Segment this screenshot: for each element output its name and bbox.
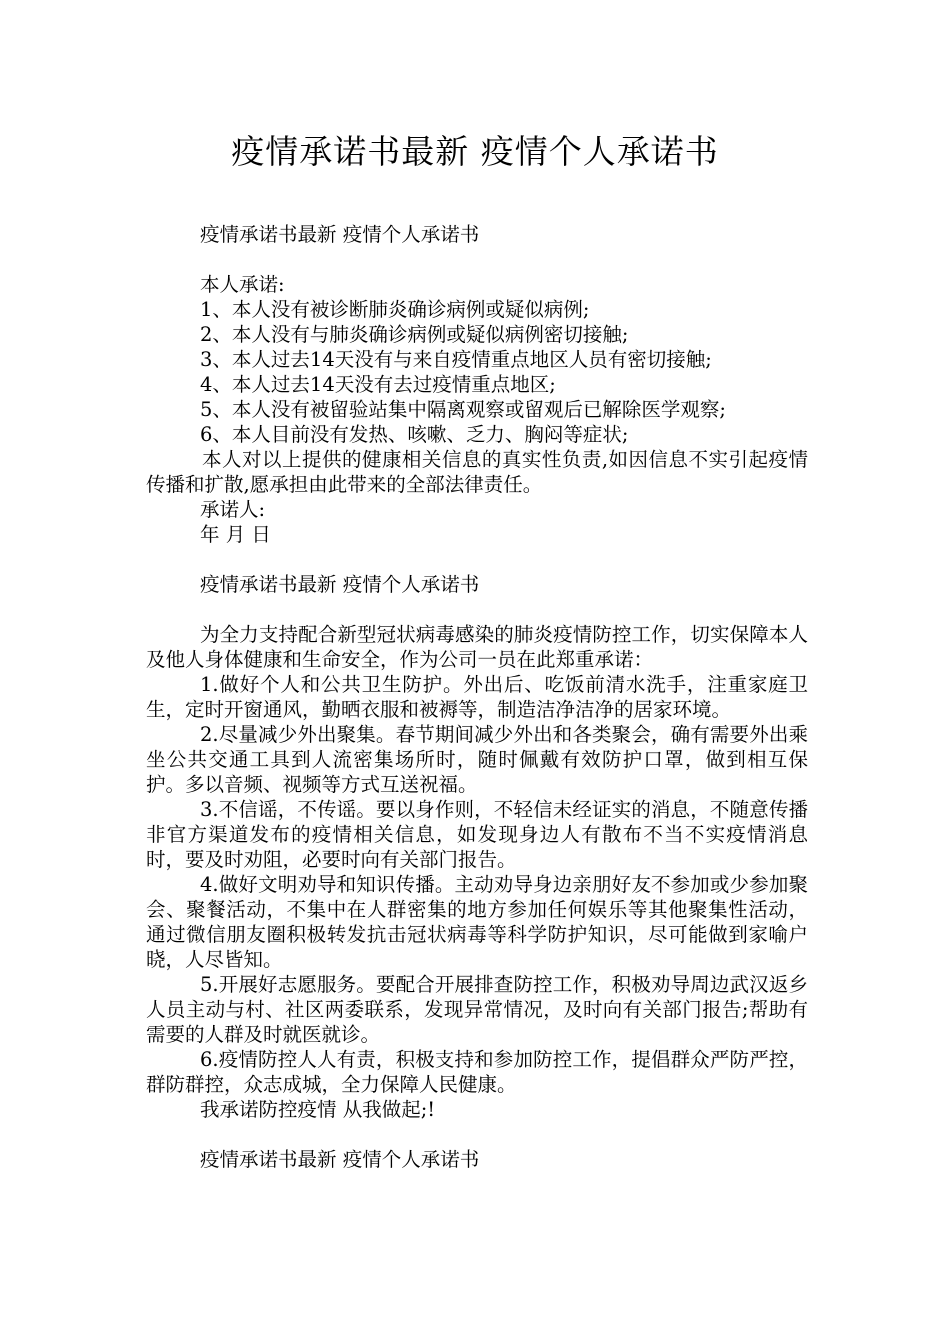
section2-item-1: 1.做好个人和公共卫生防护。外出后、吃饭前清水洗手，注重家庭卫生，定时开窗通风，勤晒衣服和被褥等，制造洁净洁净的居家环境。	[146, 673, 808, 721]
section1-item-5: 5、本人没有被留验站集中隔离观察或留观后已解除医学观察;	[200, 398, 726, 421]
blank-line	[146, 547, 808, 572]
document-title: 疫情承诺书最新 疫情个人承诺书	[231, 132, 719, 171]
section1-intro: 本人承诺:	[200, 273, 285, 296]
signer-label: 承诺人:	[200, 498, 266, 521]
section1-heading: 疫情承诺书最新 疫情个人承诺书	[200, 223, 480, 246]
section2-intro: 为全力支持配合新型冠状病毒感染的肺炎疫情防控工作，切实保障本人及他人身体健康和生命安全，作为公司一员在此郑重承诺：	[146, 623, 808, 671]
section2-item-5: 5.开展好志愿服务。要配合开展排查防控工作，积极劝导周边武汉返乡人员主动与村、社区两委联系，发现异常情况，及时向有关部门报告;帮助有需要的人群及时就医就诊。	[146, 973, 808, 1046]
section1-item-4: 4、本人过去14天没有去过疫情重点地区;	[200, 373, 556, 396]
blank-line	[146, 597, 808, 622]
document-body	[146, 222, 808, 1172]
section2-item-2: 2.尽量减少外出聚集。春节期间减少外出和各类聚会，确有需要外出乘坐公共交通工具到人流密集场所时，随时佩戴有效防护口罩，做到相互保护。多以音频、视频等方式互送祝福。	[146, 723, 808, 796]
blank-line	[146, 247, 808, 272]
section2-item-6: 6.疫情防控人人有责，积极支持和参加防控工作，提倡群众严防严控，群防群控，众志成城，全力保障人民健康。	[146, 1048, 808, 1096]
section2-item-3: 3.不信谣，不传谣。要以身作则，不轻信未经证实的消息，不随意传播非官方渠道发布的疫情相关信息，如发现身边人有散布不当不实疫情消息时，要及时劝阻，必要时向有关部门报告。	[146, 798, 808, 871]
section2-item-4: 4.做好文明劝导和知识传播。主动劝导身边亲朋好友不参加或少参加聚会、聚餐活动，不集中在人群密集的地方参加任何娱乐等其他聚集性活动，通过微信朋友圈积极转发抗击冠状病毒等科学防护知识，尽可能做到家喻户晓，人尽皆知。	[146, 873, 808, 971]
section1-statement: 本人对以上提供的健康相关信息的真实性负责,如因信息不实引起疫情传播和扩散,愿承担由此带来的全部法律责任。	[146, 448, 808, 496]
section1-item-1: 1、本人没有被诊断肺炎确诊病例或疑似病例;	[200, 298, 590, 321]
blank-line	[146, 1122, 808, 1147]
section1-item-3: 3、本人过去14天没有与来自疫情重点地区人员有密切接触;	[200, 348, 712, 371]
section2-heading: 疫情承诺书最新 疫情个人承诺书	[200, 573, 480, 596]
date-label: 年 月 日	[200, 523, 271, 546]
section1-item-6: 6、本人目前没有发热、咳嗽、乏力、胸闷等症状;	[200, 423, 629, 446]
section1-item-2: 2、本人没有与肺炎确诊病例或疑似病例密切接触;	[200, 323, 629, 346]
section3-heading: 疫情承诺书最新 疫情个人承诺书	[200, 1148, 480, 1171]
section2-closing: 我承诺防控疫情 从我做起;!	[200, 1098, 436, 1121]
